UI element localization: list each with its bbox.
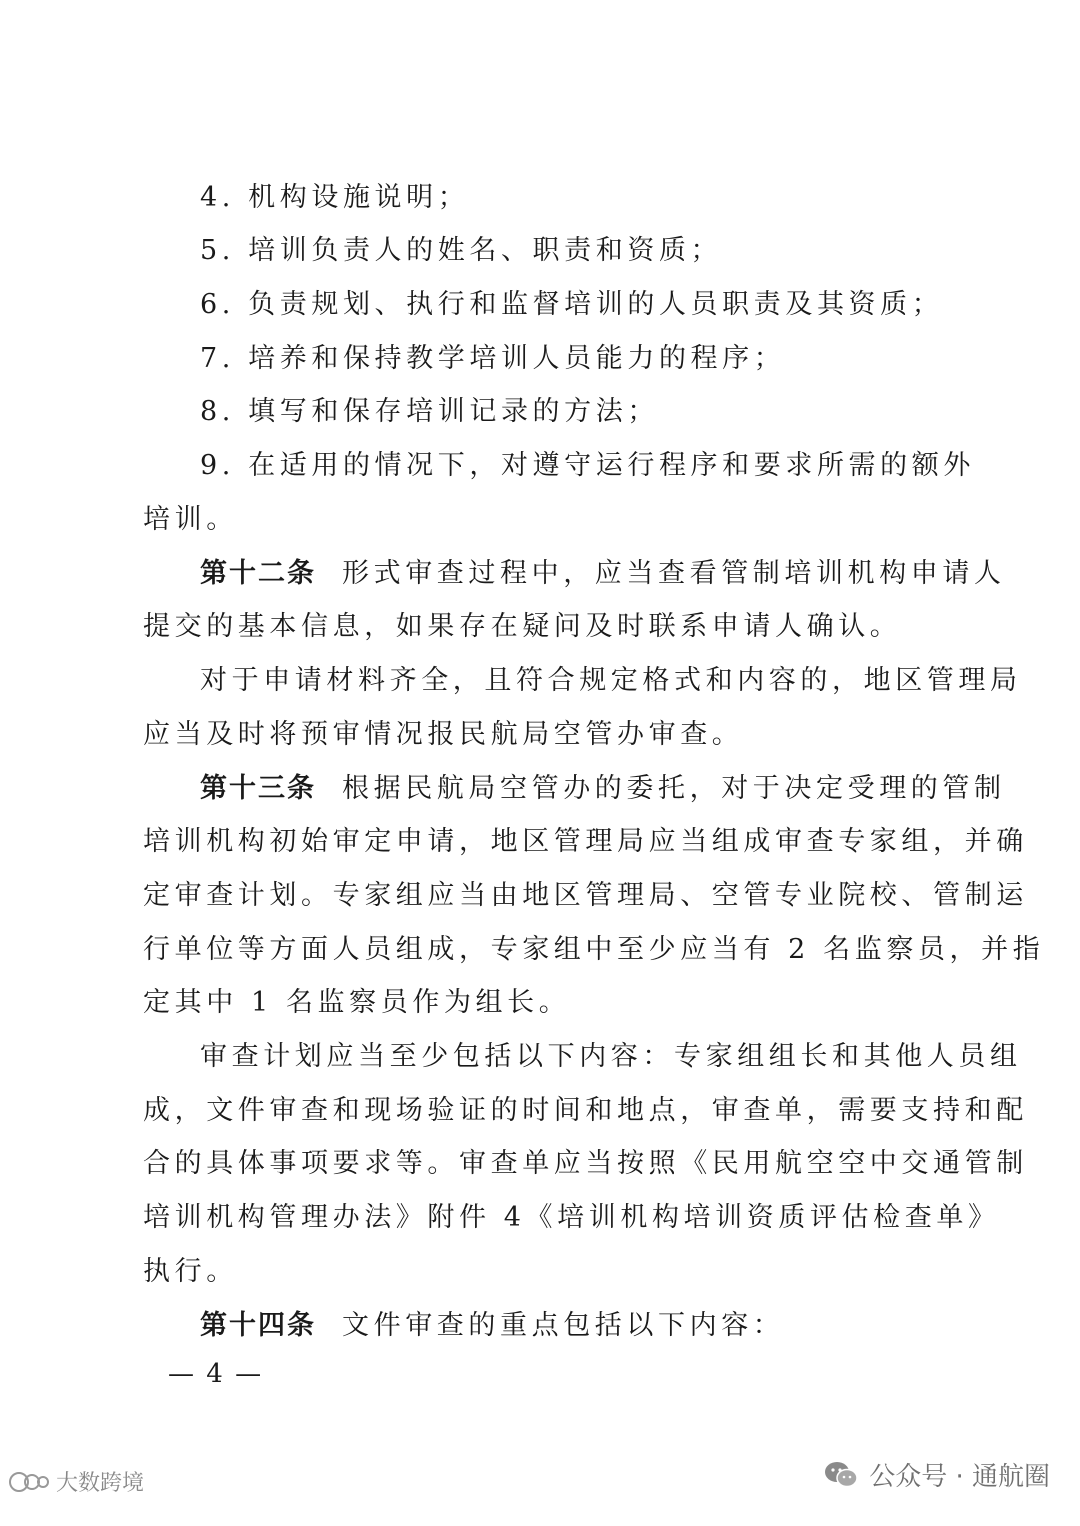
paragraph-line: 定审查计划。专家组应当由地区管理局、空管专业院校、管制运 [143, 880, 1028, 911]
list-item-9-continued: 培训。 [143, 504, 238, 535]
list-item-9: 9. 在适用的情况下，对遵守运行程序和要求所需的额外 [200, 450, 975, 481]
paragraph-line: 成，文件审查和现场验证的时间和地点，审查单，需要支持和配 [143, 1095, 1028, 1126]
paragraph-line: 应当及时将预审情况报民航局空管办审查。 [143, 719, 744, 750]
wechat-icon [823, 1460, 859, 1490]
paragraph-line: 培训机构初始审定申请，地区管理局应当组成审查专家组，并确 [143, 826, 1028, 857]
article-12-line: 提交的基本信息，如果存在疑问及时联系申请人确认。 [143, 611, 902, 642]
list-item-4: 4. 机构设施说明； [200, 182, 470, 213]
list-item-7: 7. 培养和保持教学培训人员能力的程序； [200, 343, 786, 374]
article-14-heading: 第十四条 [200, 1310, 316, 1341]
paragraph-line: 对于申请材料齐全，且符合规定格式和内容的，地区管理局 [200, 665, 1022, 696]
article-13-text: 根据民航局空管办的委托，对于决定受理的管制 [342, 773, 1006, 804]
paragraph-line: 执行。 [143, 1256, 238, 1287]
article-12-first-line [200, 557, 1006, 591]
article-12-heading: 第十二条 [200, 558, 316, 589]
paragraph-line: 定其中 1 名监察员作为组长。 [143, 987, 571, 1018]
paragraph-line: 合的具体事项要求等。审查单应当按照《民用航空空中交通管制 [143, 1148, 1028, 1179]
page-number: — 4 — [168, 1359, 264, 1389]
paragraph-line: 培训机构管理办法》附件 4《培训机构培训资质评估检查单》 [143, 1202, 1000, 1233]
dashujk-logo-icon [8, 1469, 50, 1495]
article-13-first-line [200, 772, 1006, 806]
list-item-5: 5. 培训负责人的姓名、职责和资质； [200, 235, 723, 266]
paragraph-line: 行单位等方面人员组成，专家组中至少应当有 2 名监察员，并指 [143, 934, 1045, 965]
paragraph-line: 审查计划应当至少包括以下内容：专家组组长和其他人员组 [200, 1041, 1022, 1072]
article-12-text: 形式审查过程中，应当查看管制培训机构申请人 [342, 558, 1006, 589]
article-14-first-line [200, 1309, 784, 1343]
watermark-right [823, 1456, 1050, 1493]
list-item-6: 6. 负责规划、执行和监督培训的人员职责及其资质； [200, 289, 944, 320]
article-13-heading: 第十三条 [200, 773, 316, 804]
watermark-left-text: 大数跨境 [56, 1471, 145, 1496]
watermark-left [8, 1466, 144, 1497]
article-14-text: 文件审查的重点包括以下内容： [342, 1310, 785, 1341]
watermark-right-text: 公众号 · 通航圈 [869, 1462, 1050, 1492]
list-item-8: 8. 填写和保存培训记录的方法； [200, 396, 659, 427]
